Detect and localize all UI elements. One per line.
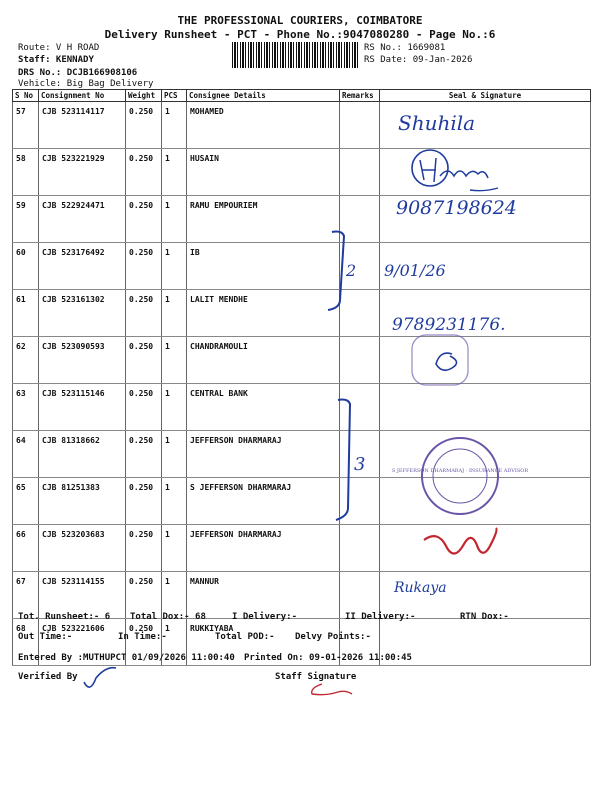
- cell-sno: 65: [13, 478, 39, 525]
- cell-sno: 59: [13, 196, 39, 243]
- cell-consignee: CENTRAL BANK: [187, 384, 340, 431]
- col-seal-signature: Seal & Signature: [380, 90, 591, 102]
- cell-consignment: CJB 523114155: [39, 572, 126, 619]
- barcode: [232, 42, 358, 68]
- rs-number: RS No.: 1669081: [364, 43, 446, 53]
- staff-signature-label: Staff Signature: [275, 672, 357, 682]
- cell-weight: 0.250: [126, 149, 162, 196]
- cell-sno: 67: [13, 572, 39, 619]
- col-sno: S No: [13, 90, 39, 102]
- cell-consignment: CJB 81318662: [39, 431, 126, 478]
- cell-remarks: [340, 290, 380, 337]
- cell-signature: [380, 478, 591, 525]
- table-row: [13, 431, 591, 478]
- verified-signature-icon: [84, 668, 116, 687]
- total-pod: Total POD:-: [215, 632, 275, 642]
- cell-weight: 0.250: [126, 243, 162, 290]
- cell-sno: 58: [13, 149, 39, 196]
- cell-consignment: CJB 523161302: [39, 290, 126, 337]
- cell-consignment: CJB 81251383: [39, 478, 126, 525]
- cell-signature: [380, 196, 591, 243]
- ii-delivery: II Delivery:-: [345, 612, 416, 622]
- cell-consignment: CJB 523203683: [39, 525, 126, 572]
- cell-consignee: MANNUR: [187, 572, 340, 619]
- i-delivery: I Delivery:-: [232, 612, 298, 622]
- cell-sno: 66: [13, 525, 39, 572]
- cell-consignment: CJB 523221606: [39, 619, 126, 666]
- tot-runsheet: Tot. Runsheet:- 6: [18, 612, 111, 622]
- col-pcs: PCS: [162, 90, 187, 102]
- col-consignee: Consignee Details: [187, 90, 340, 102]
- bracket-count-64-66: 3: [354, 454, 366, 475]
- cell-pcs: 1: [162, 290, 187, 337]
- cell-signature: [380, 337, 591, 384]
- date-row61: 9/01/26: [384, 261, 446, 280]
- cell-signature: [380, 102, 591, 149]
- signature-row68: Rukaya: [394, 580, 447, 596]
- staff-signature-icon: [312, 684, 352, 695]
- cell-consignee: HUSAIN: [187, 149, 340, 196]
- in-time: In Time:-: [118, 632, 167, 642]
- cell-signature: [380, 384, 591, 431]
- company-title: THE PROFESSIONAL COURIERS, COIMBATORE: [177, 14, 423, 27]
- table-row: [13, 290, 591, 337]
- cell-signature: [380, 525, 591, 572]
- cell-consignee: RAMU EMPOURIEM: [187, 196, 340, 243]
- cell-signature: [380, 149, 591, 196]
- total-dox: Total Dox:- 68: [130, 612, 206, 622]
- cell-consignment: CJB 522924471: [39, 196, 126, 243]
- cell-remarks: [340, 384, 380, 431]
- cell-pcs: 1: [162, 478, 187, 525]
- table-row: [13, 149, 591, 196]
- rtn-dox: RTN Dox:-: [460, 612, 509, 622]
- runsheet-subtitle: Delivery Runsheet - PCT - Phone No.:9047080280 - Page No.:6: [104, 28, 496, 41]
- table-row: [13, 243, 591, 290]
- cell-weight: 0.250: [126, 619, 162, 666]
- cell-pcs: 1: [162, 196, 187, 243]
- cell-pcs: 1: [162, 384, 187, 431]
- stamp-text: S JEFFERSON DHARMARAJ · INSURANCE ADVISOR: [391, 468, 529, 474]
- table-row: [13, 196, 591, 243]
- cell-consignee: LALIT MENDHE: [187, 290, 340, 337]
- cell-consignee: IB: [187, 243, 340, 290]
- cell-consignment: CJB 523221929: [39, 149, 126, 196]
- cell-consignee: JEFFERSON DHARMARAJ: [187, 525, 340, 572]
- delvy-points: Delvy Points:-: [295, 632, 371, 642]
- cell-consignment: CJB 523115146: [39, 384, 126, 431]
- cell-consignment: CJB 523090593: [39, 337, 126, 384]
- cell-remarks: [340, 337, 380, 384]
- table-row: [13, 102, 591, 149]
- cell-consignment: CJB 523114117: [39, 102, 126, 149]
- cell-remarks: [340, 149, 380, 196]
- cell-weight: 0.250: [126, 102, 162, 149]
- cell-sno: 63: [13, 384, 39, 431]
- entered-by: Entered By :MUTHUPCT 01/09/2026 11:00:40: [18, 653, 235, 663]
- cell-consignment: CJB 523176492: [39, 243, 126, 290]
- cell-signature: [380, 243, 591, 290]
- phone-row59: 9087198624: [396, 197, 517, 219]
- col-weight: Weight: [126, 90, 162, 102]
- cell-sno: 68: [13, 619, 39, 666]
- staff-label: Staff: KENNADY: [18, 55, 94, 65]
- cell-pcs: 1: [162, 149, 187, 196]
- bracket-count-60-61: 2: [346, 261, 357, 280]
- cell-remarks: [340, 243, 380, 290]
- cell-weight: 0.250: [126, 478, 162, 525]
- cell-remarks: [340, 431, 380, 478]
- printed-on: Printed On: 09-01-2026 11:00:45: [244, 653, 412, 663]
- cell-remarks: [340, 478, 380, 525]
- cell-sno: 57: [13, 102, 39, 149]
- cell-sno: 62: [13, 337, 39, 384]
- table-row: [13, 525, 591, 572]
- cell-remarks: [340, 525, 380, 572]
- phone-row62: 9789231176.: [392, 315, 506, 335]
- cell-consignee: JEFFERSON DHARMARAJ: [187, 431, 340, 478]
- cell-sno: 61: [13, 290, 39, 337]
- vehicle-label: Vehicle: Big Bag Delivery: [18, 79, 154, 89]
- verified-by: Verified By: [18, 672, 78, 682]
- runsheet-table: [12, 89, 591, 666]
- cell-sno: 60: [13, 243, 39, 290]
- cell-signature: [380, 290, 591, 337]
- cell-weight: 0.250: [126, 290, 162, 337]
- table-row: [13, 337, 591, 384]
- cell-consignee: RUKKIYABA: [187, 619, 340, 666]
- col-consignment: Consignment No: [39, 90, 126, 102]
- cell-weight: 0.250: [126, 572, 162, 619]
- table-row: [13, 384, 591, 431]
- cell-remarks: [340, 102, 380, 149]
- cell-weight: 0.250: [126, 196, 162, 243]
- cell-pcs: 1: [162, 337, 187, 384]
- cell-pcs: 1: [162, 102, 187, 149]
- table-header: [13, 90, 591, 102]
- cell-consignee: S JEFFERSON DHARMARAJ: [187, 478, 340, 525]
- cell-pcs: 1: [162, 431, 187, 478]
- out-time: Out Time:-: [18, 632, 73, 642]
- cell-consignee: MOHAMED: [187, 102, 340, 149]
- cell-weight: 0.250: [126, 337, 162, 384]
- cell-consignee: CHANDRAMOULI: [187, 337, 340, 384]
- cell-signature: [380, 431, 591, 478]
- cell-weight: 0.250: [126, 384, 162, 431]
- drs-number: DRS No.: DCJB166908106: [18, 68, 138, 78]
- route-label: Route: V H ROAD: [18, 43, 100, 53]
- cell-sno: 64: [13, 431, 39, 478]
- cell-pcs: 1: [162, 619, 187, 666]
- signature-row57: Shuhila: [398, 111, 476, 135]
- cell-pcs: 1: [162, 572, 187, 619]
- cell-pcs: 1: [162, 243, 187, 290]
- rs-date: RS Date: 09-Jan-2026: [364, 55, 473, 65]
- cell-pcs: 1: [162, 525, 187, 572]
- cell-weight: 0.250: [126, 525, 162, 572]
- cell-weight: 0.250: [126, 431, 162, 478]
- col-remarks: Remarks: [340, 90, 380, 102]
- cell-remarks: [340, 196, 380, 243]
- table-row: [13, 478, 591, 525]
